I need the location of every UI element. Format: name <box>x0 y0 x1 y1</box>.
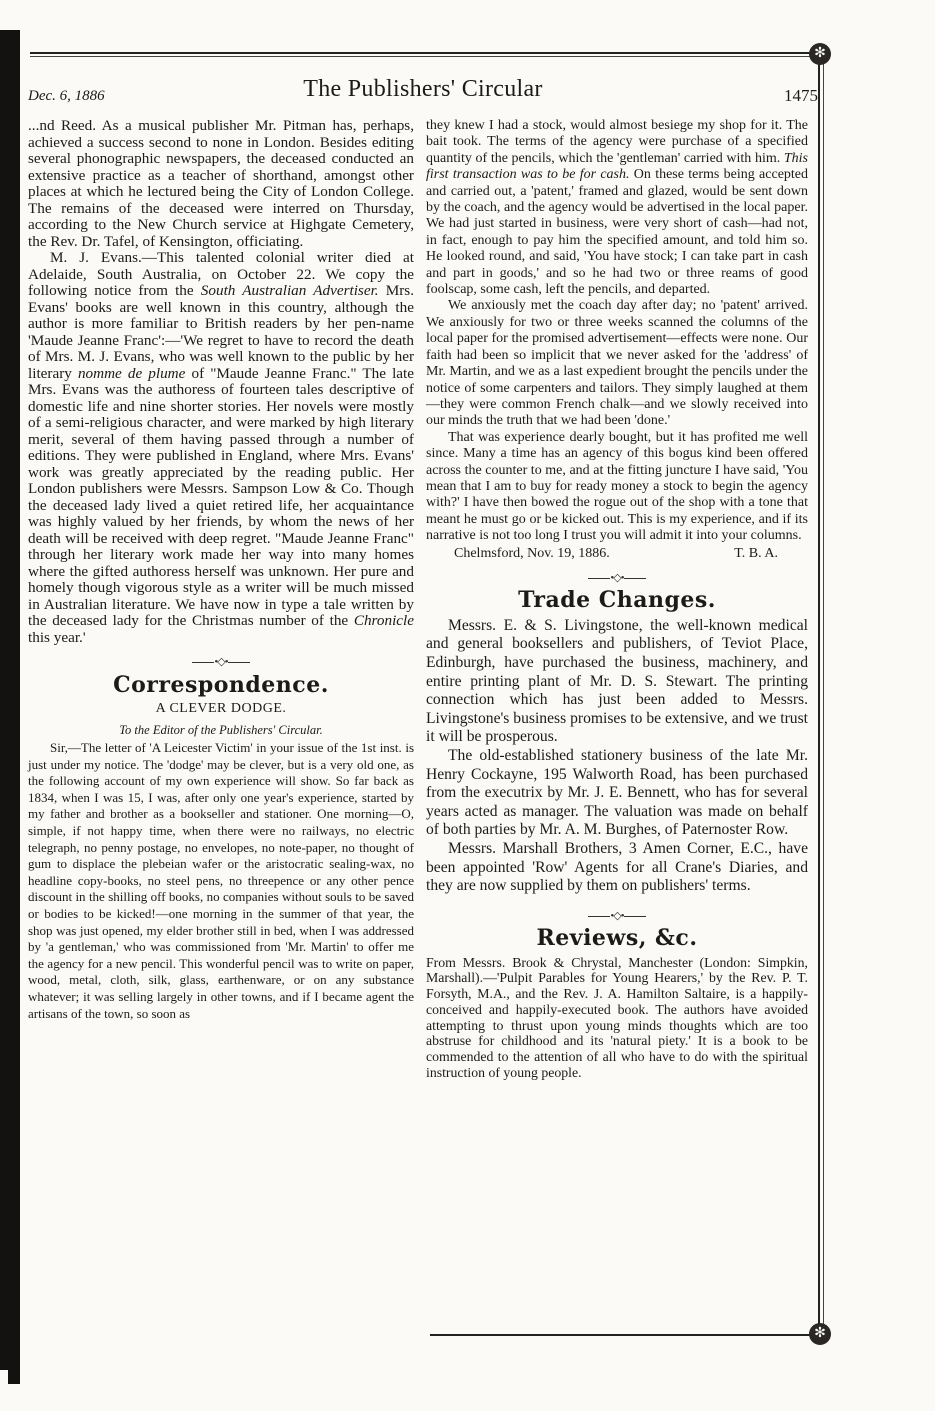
letter-title: A CLEVER DODGE. <box>155 701 287 716</box>
obituary-evans-text: of "Maude Jeanne Franc." The late Mrs. Evans was the authoress of fourteen tales descriptive of domestic life and nine shorter stories. Her novels were mostly of a semi-religious character, and were marked by high literary merit, several of them having passed through a number of editions. They were published in England, where Mrs. Evans' work was greatly appreciated by the reading public. Her London publishers were Messrs. Sampson Low & Co. Though the deceased lady lived a quiet retired life, her acquaintance was highly valued by her friends, by whom the news of her death will be received with deep regret. "Maude Jeanne Franc" through her literary work made her way into many homes where the gifted authoress herself was unknown. Her pure and homely though vigorous style as a writer will be much missed in Australian literature. We have now in type a tale written by the deceased lady for the Christmas number of the <box>28 364 415 629</box>
chronicle-title: Chronicle <box>353 612 415 629</box>
letter-paragraph: Sir,—The letter of 'A Leicester Victim' in your issue of the 1st inst. is just under my notice. The 'dodge' may be clever, but is a very old one, as the following account of my own experience will show. So far back as 1834, when I was 15, I was, after only one year's experience, started by my father and brother as a bookseller and stationer. One morning—O, simple, if not happy time, when there were no railways, no electric telegraph, no penny postage, no envelopes, no note-paper, no thought of gum to displace the plebeian wafer or the aristocratic sealing-wax, no headline copy-books, no steel pens, no threepence or any other pence discount in the shilling off books, no companies without souls to be saved or bodies to be kicked!—one morning in the summer of that year, the shop was just opened, my elder brother still in bed, when I was addressed by 'a gentleman,' who was commissioned from 'Mr. Martin' to offer me the agency for a new pencil. This wonderful pencil was to write on paper, wood, metal, cloth, silk, glass, earthenware, or on any substance whatever; it was selling largely in other towns, and if I became agent the artisans of the town, so soon as <box>28 740 414 1021</box>
publication-title: The Publishers' Circular <box>303 76 543 102</box>
trade-item: Messrs. Marshall Brothers, 3 Amen Corner, E.C., have been appointed 'Row' Agents for all Crane's Diaries, and they are now supplied by them on publishers' terms. <box>426 839 808 895</box>
letter-signature <box>426 546 808 562</box>
obituary-evans-text: this year.' <box>28 628 86 646</box>
review-item: From Messrs. Brook & Chrystal, Manchester (London: Simpkin, Marshall).—'Pulpit Parables for Young Hearers,' by the Rev. P. T. Forsyth, M.A., and the Rev. J. A. Hamilton Saltaire, is a happily-conceived and happily-executed book. The authors have avoided attempting to thrust upon young minds thoughts which are too abstruse for childhood and its 'natural piety.' It is a book to be commended to the attention of all who have to do with the spiritual instruction of young people. <box>426 954 808 1081</box>
left-column <box>28 118 414 1022</box>
binding-spine <box>0 30 20 1370</box>
letter-addressee: To the Editor of the Publishers' Circular. <box>119 722 323 737</box>
flourish-icon: ✻ <box>809 1323 831 1345</box>
section-divider: •◇• <box>28 654 414 671</box>
flourish-icon: ✻ <box>809 43 831 65</box>
correspondence-heading: Correspondence. <box>113 671 329 698</box>
obituary-pitman-paragraph: ...nd Reed. As a musical publisher Mr. Pitman has, perhaps, achieved a success second to none in London. Besides editing several phonographic newspapers, the deceased conducted an extensive practice as a teacher of shorthand, amongst other places at which he lectured being the City of London College. The remains of the deceased were interred on Thursday, according to the New Church service at Highgate Cemetery, the Rev. Dr. Tafel, of Kensington, officiating. <box>28 117 414 250</box>
section-divider: •◇• <box>426 908 808 924</box>
trade-changes-section <box>426 617 808 896</box>
pen-name-phrase: nomme de plume <box>77 364 186 382</box>
letter-paragraph: We anxiously met the coach day after day; no 'patent' arrived. We anxiously for two or three weeks scanned the columns of the local paper for the promised advertisement—effects were none. Our faith had been so implicit that we never asked for the 'address' of Mr. Martin, and we as a last expedient brought the pencils under the notice of some carpenters and tailors. They simply laughed at them—they were common French chalk—and we slowly received into our minds the truth that we had been 'done.' <box>426 298 808 429</box>
page-header <box>28 76 818 110</box>
letter-text: they knew I had a stock, would almost besiege my shop for it. The bait took. The terms of the agency were purchase of a specified quantity of the pencils, which the 'gentleman' carried with him. <box>426 118 808 166</box>
trade-item: Messrs. E. & S. Livingstone, the well-known medical and general booksellers and publishers, of Teviot Place, Edinburgh, have purchased the business, machinery, and entire printing plant of Mr. D. S. Stewart. The printing connection which has just been added to Messrs. Livingstone's business promises to be extensive, and we trust it will be prosperous. <box>426 616 808 746</box>
reviews-heading: Reviews, &c. <box>536 925 698 952</box>
letter-paragraph <box>426 118 808 298</box>
signature-initials: T. B. A. <box>734 545 778 561</box>
page-number: 1475 <box>784 86 818 105</box>
letter-paragraph: That was experience dearly bought, but it has profited me well since. Many a time has an agency of this bogus kind been offered across the counter to me, and at the fitting juncture I have said, 'You mean that I am to buy for ready money a stock to begin the agency with?' I have then bowed the rogue out of the shop with a tone that meant he must go or be kicked out. This is my experience, and if its narrative is not too long I trust you will admit it into your columns. <box>426 429 808 544</box>
frame-rule-right <box>818 52 820 1332</box>
letter-emphasis: This first transaction was to be for cash. <box>426 150 808 183</box>
section-divider: •◇• <box>426 570 808 586</box>
signature-place-date: Chelmsford, Nov. 19, 1886. <box>454 545 610 561</box>
trade-changes-heading: Trade Changes. <box>518 587 716 614</box>
frame-rule-right-inner <box>823 52 824 1332</box>
frame-rule-top-inner <box>30 56 830 57</box>
obituary-evans-text: M. J. Evans.—This talented colonial writer died at Adelaide, South Australia, on October 22. We copy the following notice from the <box>28 249 414 299</box>
trade-item: The old-established stationery business of the late Mr. Henry Cockayne, 195 Walworth Road, has been purchased from the executrix by Mr. J. E. Bennett, who has for several years acted as manager. The valuation was made on behalf of both parties by Mr. A. M. Burghes, of Paternoster Row. <box>426 746 808 839</box>
letter-text: On these terms being accepted and carried out, a 'patent,' framed and glazed, would be sent down by the coach, and the agency would be advertised in the local paper. We had just started in business, were very short of cash—had not, in fact, enough to pay him the specified amount, and told him so. He looked round, and said, 'You have stock; I can take part in cash and part in goods,' and so he had two or three reams of good foolscap, some cash, left the pencils, and departed. <box>426 167 809 298</box>
frame-rule-bottom <box>430 1334 830 1336</box>
obituary-evans-paragraph <box>28 250 414 646</box>
right-column <box>426 118 808 1081</box>
newspaper-name: South Australian Advertiser. <box>200 282 379 299</box>
frame-rule-top <box>30 52 830 54</box>
binding-spine-tail <box>8 1368 20 1384</box>
issue-date: Dec. 6, 1886 <box>28 88 105 104</box>
obituary-evans-text: Mrs. Evans' books are well known in this country, although the author is more familiar to British readers by her pen-name 'Maude Jeanne Franc':—'We regret to have to record the death of Mrs. M. J. Evans, who was well known to the public by her literary <box>28 282 415 382</box>
